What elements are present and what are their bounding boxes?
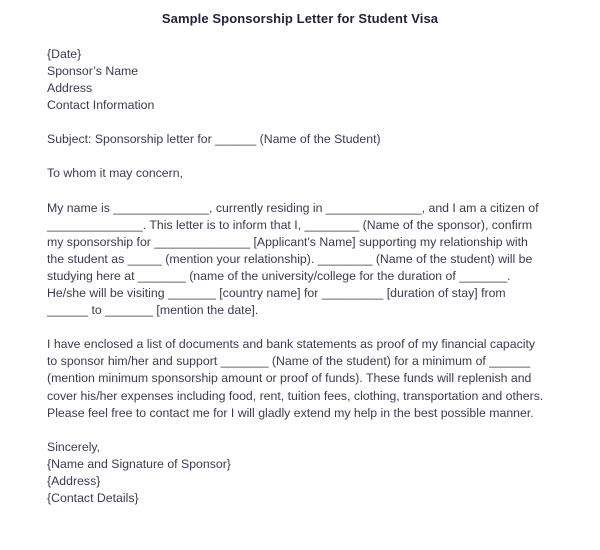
salutation: To whom it may concern,	[47, 166, 183, 181]
spacer-after-salutation	[47, 183, 547, 200]
spacer-before-closing	[47, 422, 547, 439]
header-line-sponsor-name: Sponsor’s Name	[47, 64, 139, 79]
paragraph-one: My name is ______________, currently residing in ______________, and I am a citizen of ______________. This letter is to inform that I, ________ (Name of the sponsor), confirm my sponsorship for ______________ [Applicant's Name] supporting my relationship with the student as _____ (mention your relationship). ________ (Name of the student) will be studying here at _______ (name of the university/college for the duration of _______. He/she will be visiting _______ [country name] for _________ [duration of stay] from ______ to _______ [mention the date].	[47, 200, 539, 318]
sender-header-block	[47, 46, 547, 114]
paragraph-two: I have enclosed a list of documents and bank statements as proof of my financial capacity to sponsor him/her and support _______ (Name of the student) for a minimum of ______ (mention minimum sponsorship amount or proof of funds). These funds will replenish and cover his/her expenses including food, rent, tuition fees, clothing, transportation and others. Please feel free to contact me for I will gladly extend my help in the best possible manner.	[47, 337, 544, 420]
spacer-after-header	[47, 114, 547, 131]
closing-line-sincerely: Sincerely,	[47, 439, 101, 454]
spacer-between-paragraphs	[47, 319, 547, 336]
header-line-address: Address	[47, 81, 93, 96]
header-line-contact-information: Contact Information	[47, 98, 155, 113]
letter-body	[47, 46, 547, 507]
closing-block	[47, 439, 547, 507]
subject-line: Subject: Sponsorship letter for ______ (Name of the Student)	[47, 132, 381, 147]
closing-line-address: {Address}	[47, 473, 101, 488]
spacer-after-subject	[47, 148, 547, 165]
page-title: Sample Sponsorship Letter for Student Visa	[161, 11, 439, 26]
closing-line-name-signature: {Name and Signature of Sponsor}	[47, 456, 231, 471]
header-line-date: {Date}	[47, 47, 82, 61]
closing-line-contact-details: {Contact Details}	[47, 490, 139, 505]
